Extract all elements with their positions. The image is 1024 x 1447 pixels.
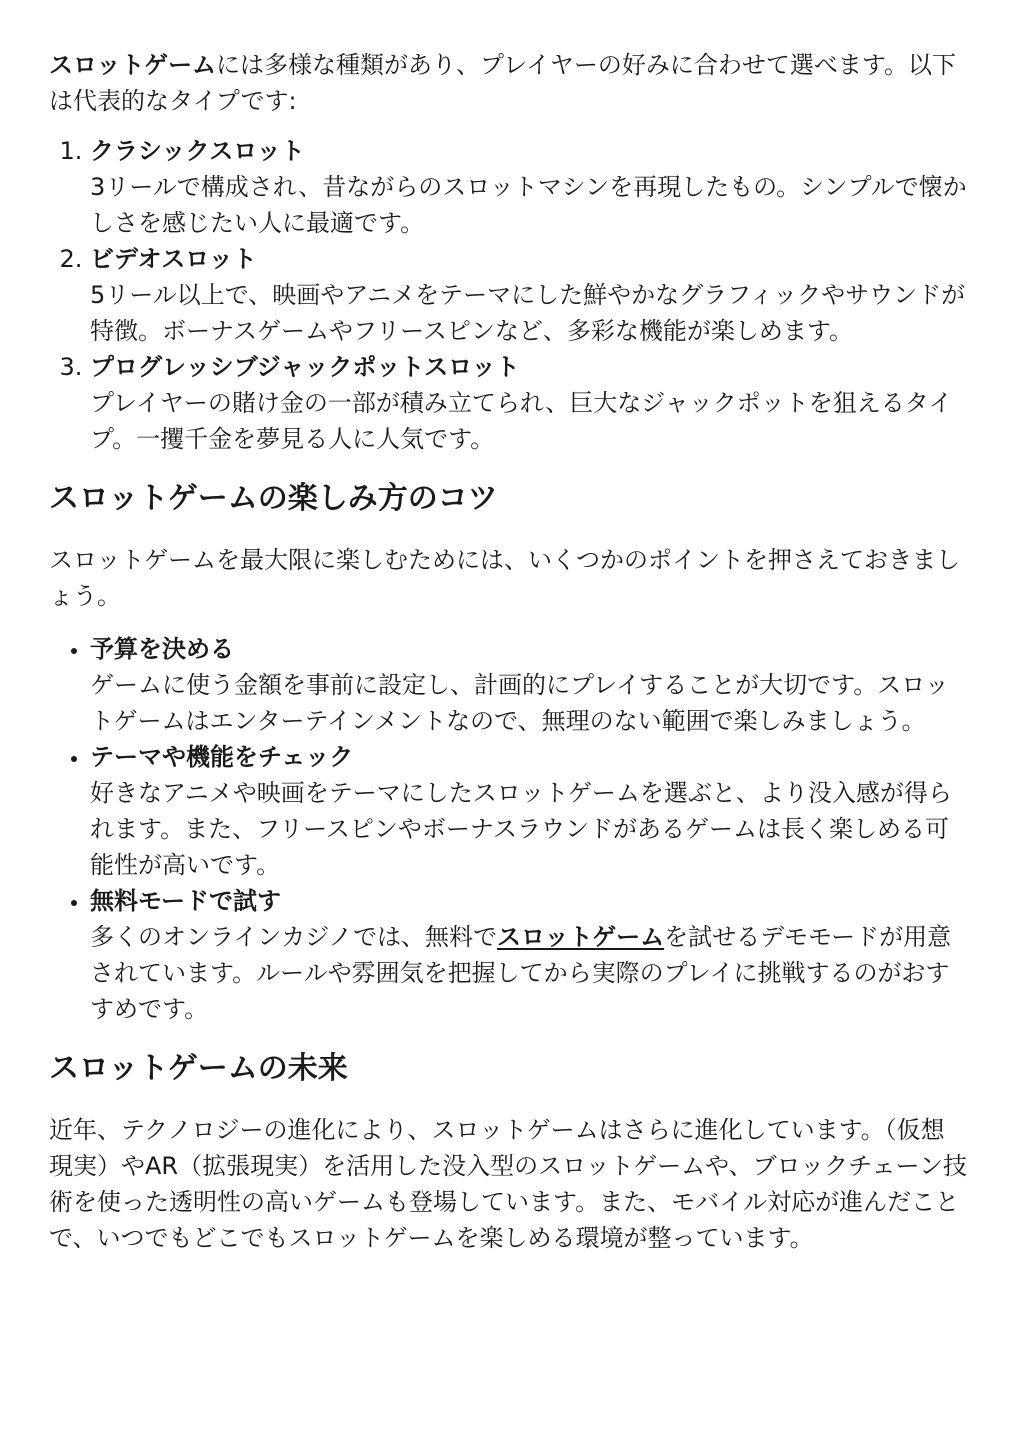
slot-type-title: 2. ビデオスロット [90,245,257,273]
tips-list [49,631,968,1027]
slot-type-description: プレイヤーの賭け金の一部が積み立てられ、巨大なジャックポットを狙えるタイプ。一攫千金を夢見る人に人気です。 [90,389,953,453]
tip-description: 好きなアニメや映画をテーマにしたスロットゲームを選ぶと、より没入感が得られます。また、フリースピンやボーナスラウンドがあるゲームは長く楽しめる可能性が高いです。 [90,779,952,879]
tip-description [90,919,968,1027]
list-item [90,883,968,1027]
intro-text: には多様な種類があり、プレイヤーの好みに合わせて選べます。以下は代表的なタイプです: [49,51,956,115]
tip-description: ゲームに使う金額を事前に設定し、計画的にプレイすることが大切です。スロットゲームはエンターテインメントなので、無理のない範囲で楽しみましょう。 [90,671,949,735]
slot-type-description: 3リールで構成され、昔ながらのスロットマシンを再現したもの。シンプルで懐かしさを感じたい人に最適です。 [90,173,967,237]
tips-heading: スロットゲームの楽しみ方のコツ [49,481,498,516]
tips-paragraph: スロットゲームを最大限に楽しむためには、いくつかのポイントを押さえておきましょう。 [49,546,961,610]
list-item [90,739,968,883]
tip-title: • テーマや機能をチェック [90,743,354,771]
list-item [90,631,968,739]
future-paragraph: 近年、テクノロジーの進化により、スロットゲームはさらに進化しています。（仮想現実）やAR（拡張現実）を活用した没入型のスロットゲームや、ブロックチェーン技術を使った透明性の高いゲームも登場しています。また、モバイル対応が進んだことで、いつでもどこでもスロットゲームを楽しめる環境が整っています。 [49,1116,967,1252]
slot-type-title: 3. プログレッシブジャックポットスロット [90,353,520,381]
tip-text-before-link: 多くのオンラインカジノでは、無料で [90,923,498,951]
future-heading: スロットゲームの未来 [49,1051,348,1086]
intro-bold-term: スロットゲーム [49,51,217,79]
slot-types-list [49,133,968,457]
tip-title: • 予算を決める [90,635,234,663]
slot-type-title: 1. クラシックスロット [90,137,305,165]
intro-paragraph [49,47,968,119]
tip-title: • 無料モードで試す [90,887,282,915]
list-item [90,133,968,241]
slot-type-description: 5リール以上で、映画やアニメをテーマにした鮮やかなグラフィックやサウンドが特徴。ボーナスゲームやフリースピンなど、多彩な機能が楽しめます。 [90,281,966,345]
list-item [90,241,968,349]
slot-game-link[interactable]: スロットゲーム [497,923,665,951]
tip-text-after-link: を試せるデモモードが用意されています。ルールや雰囲気を把握してから実際のプレイに挑戦するのがおすすめです。 [90,923,952,1023]
list-item [90,349,968,457]
